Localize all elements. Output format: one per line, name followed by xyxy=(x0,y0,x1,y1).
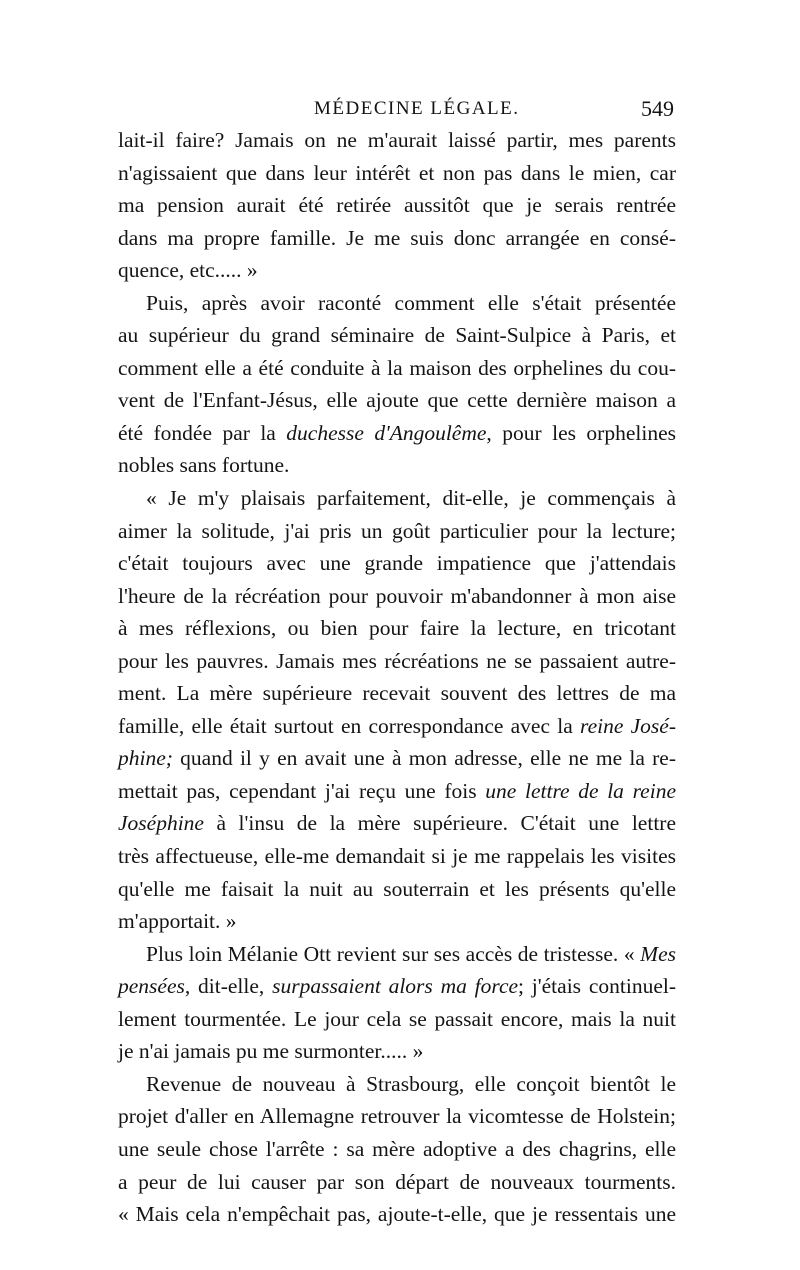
text-line: je n'ai jamais pu me surmonter..... » xyxy=(118,1039,424,1064)
text-line: Puis, après avoir raconté comment elle s'était présentée xyxy=(146,290,676,315)
text-line: Plus loin Mélanie Ott revient sur ses accès de tristesse. « Mes xyxy=(146,941,676,966)
text-line: n'agissaient que dans leur intérêt et non pas dans le mien, car xyxy=(118,160,676,185)
text-line: au supérieur du grand séminaire de Saint-Sulpice à Paris, et xyxy=(118,323,676,348)
italic-text: surpassaient alors ma force xyxy=(272,974,519,999)
text-line: à mes réflexions, ou bien pour faire la lecture, en tricotant xyxy=(118,616,676,641)
text-line: « Mais cela n'empêchait pas, ajoute-t-elle, que je ressentais une xyxy=(118,1202,676,1227)
italic-text: une lettre de la reine xyxy=(485,778,676,803)
running-head: MÉDECINE LÉGALE. xyxy=(314,98,520,119)
text-line: aimer la solitude, j'ai pris un goût particulier pour la lecture; xyxy=(118,518,676,543)
text-line: lait-il faire? Jamais on ne m'aurait laissé partir, mes parents xyxy=(118,128,676,152)
text-line: nobles sans fortune. xyxy=(118,453,290,478)
text-line: projet d'aller en Allemagne retrouver la vicomtesse de Holstein; xyxy=(118,1104,676,1129)
page-number: 549 xyxy=(641,96,674,121)
text-line: ment. La mère supérieure recevait souvent des lettres de ma xyxy=(118,681,676,706)
text-line: été fondée par la duchesse d'Angoulême, pour les orphelines xyxy=(118,420,676,445)
text-line: « Je m'y plaisais parfaitement, dit-elle, je commençais à xyxy=(146,486,676,511)
text-line: phine; quand il y en avait une à mon adresse, elle ne me la re- xyxy=(118,746,676,771)
body-text xyxy=(118,124,676,1231)
italic-text: pensées xyxy=(118,974,185,999)
text-line: une seule chose l'arrête : sa mère adoptive a des chagrins, elle xyxy=(118,1136,676,1161)
italic-text: Mes xyxy=(640,941,676,966)
text-line: vent de l'Enfant-Jésus, elle ajoute que cette dernière maison a xyxy=(118,388,676,413)
text-line: pour les pauvres. Jamais mes récréations ne se passaient autre- xyxy=(118,648,676,673)
text-line: c'était toujours avec une grande impatience que j'attendais xyxy=(118,551,676,576)
text-line: très affectueuse, elle-me demandait si je me rappelais les visites xyxy=(118,844,676,869)
text-line: mettait pas, cependant j'ai reçu une fois une lettre de la reine xyxy=(118,778,676,803)
text-line: Joséphine à l'insu de la mère supérieure. C'était une lettre xyxy=(118,811,676,836)
page-header xyxy=(118,93,678,125)
text-line: dans ma propre famille. Je me suis donc arrangée en consé- xyxy=(118,225,676,250)
text-line: m'apportait. » xyxy=(118,909,237,934)
text-line: qu'elle me faisait la nuit au souterrain et les présents qu'elle xyxy=(118,876,676,901)
text-line: ma pension aurait été retirée aussitôt que je serais rentrée xyxy=(118,193,676,218)
text-line: pensées, dit-elle, surpassaient alors ma force; j'étais continuel- xyxy=(118,974,676,999)
text-line: a peur de lui causer par son départ de nouveaux tourments. xyxy=(118,1169,676,1194)
italic-text: Joséphine xyxy=(118,811,204,836)
text-line: quence, etc..... » xyxy=(118,258,258,283)
italic-text: reine José- xyxy=(580,713,676,738)
italic-text: phine; xyxy=(118,746,173,771)
text-line: lement tourmentée. Le jour cela se passait encore, mais la nuit xyxy=(118,1006,676,1031)
text-line: famille, elle était surtout en correspondance avec la reine José- xyxy=(118,713,676,738)
italic-text: duchesse d'Angoulême xyxy=(286,420,487,445)
text-line: Revenue de nouveau à Strasbourg, elle conçoit bientôt le xyxy=(146,1071,676,1096)
text-line: comment elle a été conduite à la maison des orphelines du cou- xyxy=(118,355,676,380)
text-line: l'heure de la récréation pour pouvoir m'abandonner à mon aise xyxy=(118,583,676,608)
